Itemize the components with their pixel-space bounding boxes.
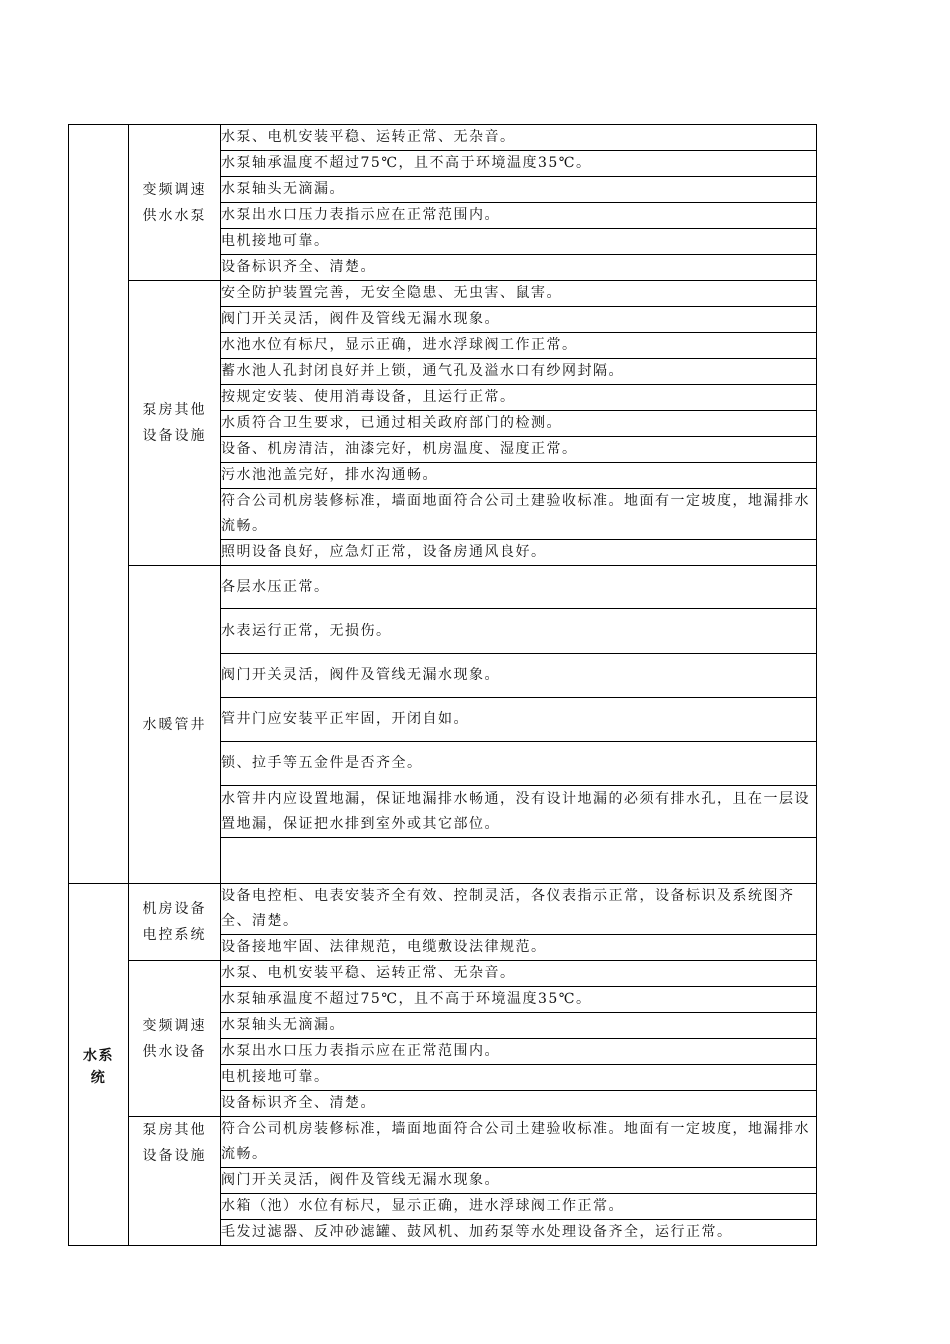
check-item: 安全防护装置完善，无安全隐患、无虫害、鼠害。 <box>221 281 817 307</box>
check-item: 水泵、电机安装平稳、运转正常、无杂音。 <box>221 961 817 987</box>
system-name: 水系统 <box>83 1047 114 1086</box>
check-item: 水质符合卫生要求，已通过相关政府部门的检测。 <box>221 411 817 437</box>
check-item: 污水池池盖完好，排水沟通畅。 <box>221 463 817 489</box>
inspection-table <box>68 124 817 1246</box>
check-item: 电机接地可靠。 <box>221 229 817 255</box>
subsystem-name: 变频调速供水水泵 <box>142 181 207 224</box>
check-item: 电机接地可靠。 <box>221 1065 817 1091</box>
check-item: 蓄水池人孔封闭良好并上锁，通气孔及溢水口有纱网封隔。 <box>221 359 817 385</box>
subsystem-label <box>129 125 221 281</box>
check-item: 水泵轴头无滴漏。 <box>221 177 817 203</box>
subsystem-name: 泵房其他设备设施 <box>142 1122 207 1164</box>
check-item: 按规定安装、使用消毒设备，且运行正常。 <box>221 385 817 411</box>
check-item: 设备接地牢固、法律规范，电缆敷设法律规范。 <box>221 935 817 961</box>
check-item: 设备标识齐全、清楚。 <box>221 255 817 281</box>
check-item: 阀门开关灵活，阀件及管线无漏水现象。 <box>221 307 817 333</box>
check-item: 设备、机房清洁，油漆完好，机房温度、湿度正常。 <box>221 437 817 463</box>
check-item-empty <box>221 838 817 884</box>
system-cell-continued <box>69 125 129 884</box>
check-item: 符合公司机房装修标准，墙面地面符合公司土建验收标准。地面有一定坡度，地漏排水流畅。 <box>221 1117 817 1168</box>
check-item: 阀门开关灵活，阀件及管线无漏水现象。 <box>221 654 817 698</box>
check-item: 设备标识齐全、清楚。 <box>221 1091 817 1117</box>
check-item: 水泵、电机安装平稳、运转正常、无杂音。 <box>221 125 817 151</box>
subsystem-label <box>129 281 221 566</box>
subsystem-name: 机房设备电控系统 <box>142 901 207 943</box>
check-item: 锁、拉手等五金件是否齐全。 <box>221 742 817 786</box>
check-item: 毛发过滤器、反冲砂滤罐、鼓风机、加药泵等水处理设备齐全，运行正常。 <box>221 1220 817 1246</box>
check-item: 水池水位有标尺，显示正确，进水浮球阀工作正常。 <box>221 333 817 359</box>
check-item: 水泵出水口压力表指示应在正常范围内。 <box>221 1039 817 1065</box>
subsystem-name: 变频调速供水设备 <box>142 1017 207 1060</box>
check-item: 管井门应安装平正牢固，开闭自如。 <box>221 698 817 742</box>
check-item: 水泵轴承温度不超过75℃，且不高于环境温度35℃。 <box>221 987 817 1013</box>
check-item: 水管井内应设置地漏，保证地漏排水畅通，没有设计地漏的必须有排水孔，且在一层设置地漏，保证把水排到室外或其它部位。 <box>221 786 817 838</box>
subsystem-label <box>129 961 221 1117</box>
check-item: 水泵轴承温度不超过75℃，且不高于环境温度35℃。 <box>221 151 817 177</box>
check-item: 设备电控柜、电表安装齐全有效、控制灵活，各仪表指示正常，设备标识及系统图齐全、清楚。 <box>221 884 817 935</box>
subsystem-name: 泵房其他设备设施 <box>142 402 207 444</box>
check-item: 照明设备良好，应急灯正常，设备房通风良好。 <box>221 540 817 566</box>
check-item: 水泵出水口压力表指示应在正常范围内。 <box>221 203 817 229</box>
check-item: 各层水压正常。 <box>221 566 817 609</box>
check-item: 水泵轴头无滴漏。 <box>221 1013 817 1039</box>
subsystem-label <box>129 884 221 961</box>
subsystem-label <box>129 1117 221 1246</box>
check-item: 水表运行正常，无损伤。 <box>221 609 817 654</box>
check-item: 水箱（池）水位有标尺，显示正确，进水浮球阀工作正常。 <box>221 1194 817 1220</box>
check-item: 阀门开关灵活，阀件及管线无漏水现象。 <box>221 1168 817 1194</box>
subsystem-name: 水暖管井 <box>142 716 207 733</box>
subsystem-label <box>129 566 221 884</box>
system-cell <box>69 884 129 1246</box>
check-item: 符合公司机房装修标准，墙面地面符合公司土建验收标准。地面有一定坡度，地漏排水流畅。 <box>221 489 817 540</box>
